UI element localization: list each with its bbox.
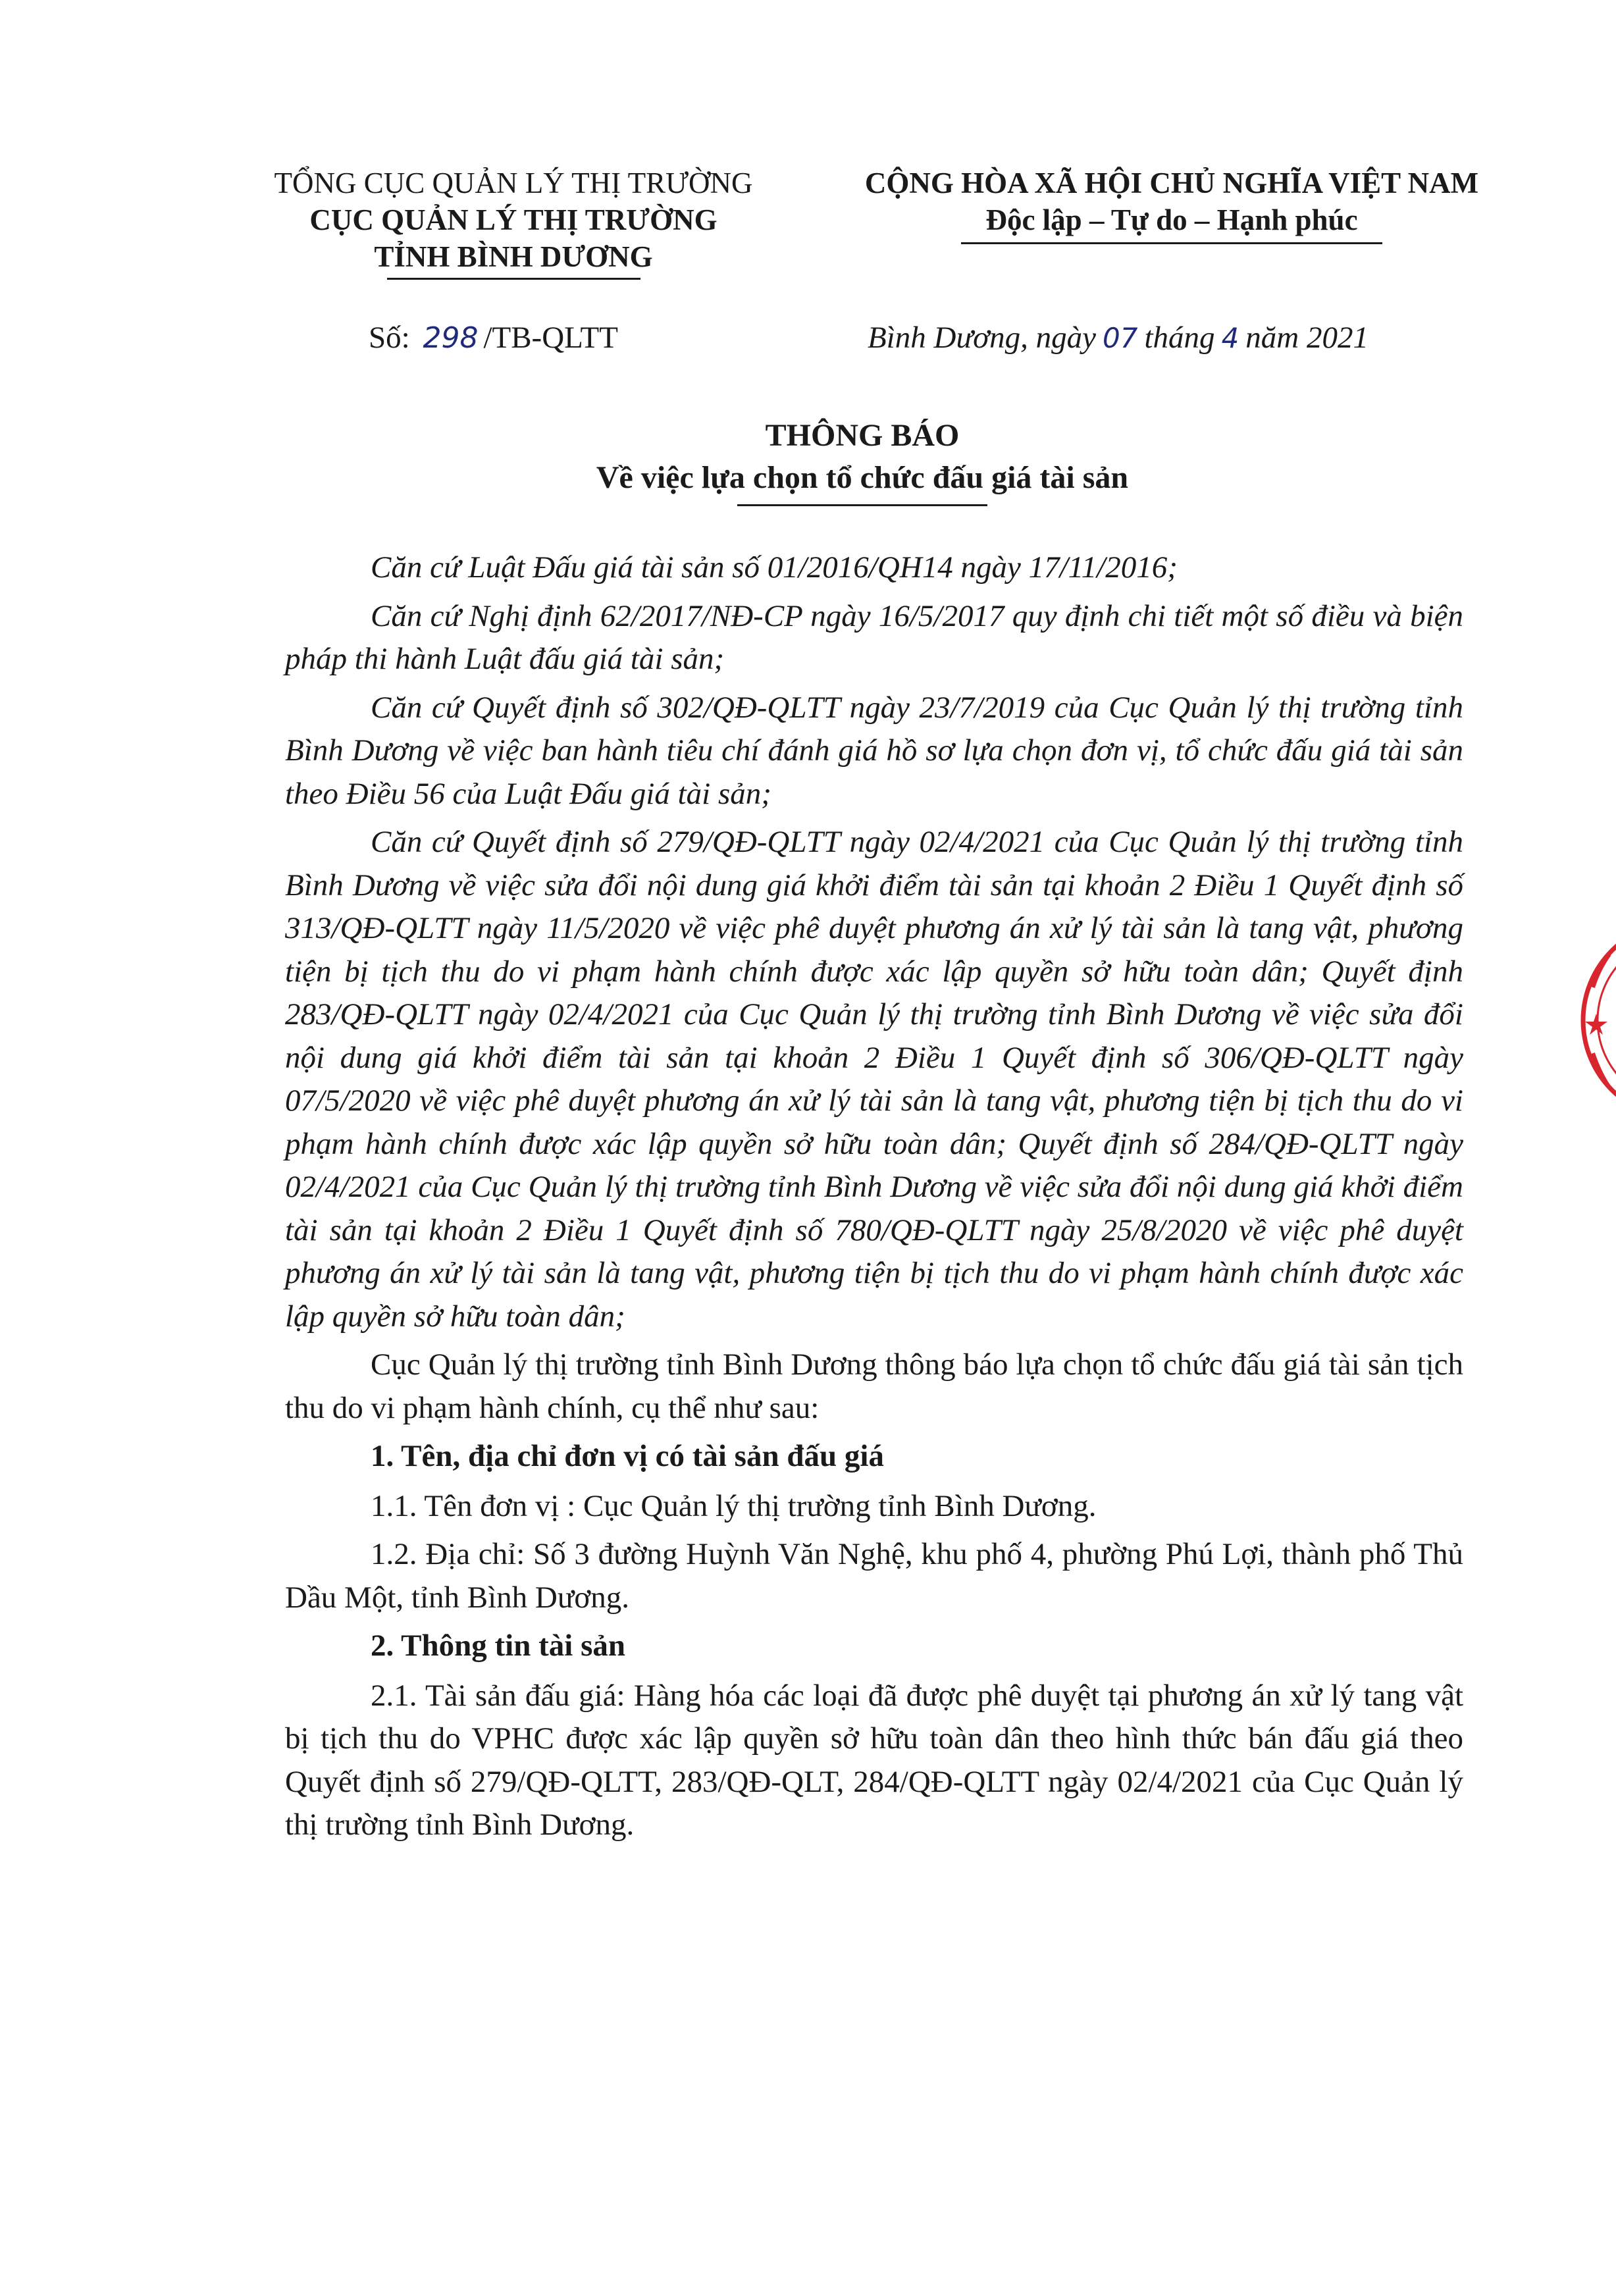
date-year: năm 2021	[1245, 321, 1368, 355]
date-month-label: tháng	[1144, 321, 1215, 355]
number-suffix: /TB-QLTT	[483, 321, 618, 355]
legal-basis-2: Căn cứ Nghị định 62/2017/NĐ-CP ngày 16/5/2017 quy định chi tiết một số điều và biện pháp thi hành Luật đấu giá tài sản;	[285, 598, 1463, 676]
issuing-agency-block	[217, 165, 810, 280]
document-body	[285, 546, 1463, 1852]
national-motto-block	[836, 165, 1507, 244]
document-number	[369, 320, 618, 355]
date-place: Bình Dương, ngày	[868, 321, 1097, 355]
handwritten-month: 4	[1221, 322, 1239, 354]
red-stamp-icon	[1570, 915, 1616, 1126]
handwritten-day: 07	[1103, 322, 1138, 354]
handwritten-number: 298	[423, 321, 479, 355]
section-2-item-1: 2.1. Tài sản đấu giá: Hàng hóa các loại đã được phê duyệt tại phương án xử lý tang vật bị tịch thu do VPHC được xác lập quyền sở hữu toàn dân theo hình thức bán đấu giá theo Quyết định số 279/QĐ-QLTT, 283/QĐ-QLT, 284/QĐ-QLTT ngày 02/4/2021 của Cục Quản lý thị trường tỉnh Bình Dương.	[285, 1678, 1463, 1842]
number-prefix: Số:	[369, 321, 410, 355]
agency-province: TỈNH BÌNH DƯƠNG	[374, 240, 653, 273]
section-1-heading: 1. Tên, địa chỉ đơn vị có tài sản đấu giá	[371, 1439, 884, 1473]
agency-name: CỤC QUẢN LÝ THỊ TRƯỜNG	[309, 203, 717, 236]
section-2-heading: 2. Thông tin tài sản	[371, 1629, 626, 1663]
legal-basis-3: Căn cứ Quyết định số 302/QĐ-QLTT ngày 23/7/2019 của Cục Quản lý thị trường tỉnh Bình Dương về việc ban hành tiêu chí đánh giá hồ sơ lựa chọn đơn vị, tổ chức đấu giá tài sản theo Điều 56 của Luật Đấu giá tài sản;	[285, 690, 1463, 811]
motto-underline	[961, 242, 1382, 244]
legal-basis-4: Căn cứ Quyết định số 279/QĐ-QLTT ngày 02/4/2021 của Cục Quản lý thị trường tỉnh Bình Dương về việc sửa đổi nội dung giá khởi điểm tài sản tại khoản 2 Điều 1 Quyết định số 313/QĐ-QLTT ngày 11/5/2020 về việc phê duyệt phương án xử lý tài sản là tang vật, phương tiện bị tịch thu do vi phạm hành chính được xác lập quyền sở hữu toàn dân; Quyết định 283/QĐ-QLTT ngày 02/4/2021 của Cục Quản lý thị trường tỉnh Bình Dương về việc sửa đổi nội dung giá khởi điểm tài sản tại khoản 2 Điều 1 Quyết định số 306/QĐ-QLTT ngày 07/5/2020 về việc phê duyệt phương án xử lý tài sản là tang vật, phương tiện bị tịch thu do vi phạm hành chính được xác lập quyền sở hữu toàn dân; Quyết định số 284/QĐ-QLTT ngày 02/4/2021 của Cục Quản lý thị trường tỉnh Bình Dương về việc sửa đổi nội dung giá khởi điểm tài sản tại khoản 2 Điều 1 Quyết định số 780/QĐ-QLTT ngày 25/8/2020 về việc phê duyệt phương án xử lý tài sản là tang vật, phương tiện bị tịch thu do vi phạm hành chính được xác lập quyền sở hữu toàn dân;	[285, 825, 1463, 1334]
intro-paragraph: Cục Quản lý thị trường tỉnh Bình Dương thông báo lựa chọn tổ chức đấu giá tài sản tịch thu do vi phạm hành chính, cụ thể như sau:	[285, 1347, 1463, 1425]
parent-agency: TỔNG CỤC QUẢN LÝ THỊ TRƯỜNG	[274, 167, 753, 199]
title-main: THÔNG BÁO	[765, 418, 960, 453]
country-name: CỘNG HÒA XÃ HỘI CHỦ NGHĨA VIỆT NAM	[864, 167, 1479, 199]
agency-underline	[387, 278, 640, 280]
document-title	[217, 415, 1507, 506]
legal-basis-1: Căn cứ Luật Đấu giá tài sản số 01/2016/QH14 ngày 17/11/2016;	[371, 550, 1178, 585]
section-1-item-2: 1.2. Địa chỉ: Số 3 đường Huỳnh Văn Nghệ, khu phố 4, phường Phú Lợi, thành phố Thủ Dầu Một, tỉnh Bình Dương.	[285, 1537, 1463, 1615]
motto: Độc lập – Tự do – Hạnh phúc	[985, 203, 1358, 236]
section-1-item-1: 1.1. Tên đơn vị : Cục Quản lý thị trường tỉnh Bình Dương.	[371, 1488, 1097, 1523]
document-date	[868, 320, 1368, 355]
title-subject: Về việc lựa chọn tổ chức đấu giá tài sản	[596, 460, 1129, 495]
title-underline	[737, 504, 987, 506]
